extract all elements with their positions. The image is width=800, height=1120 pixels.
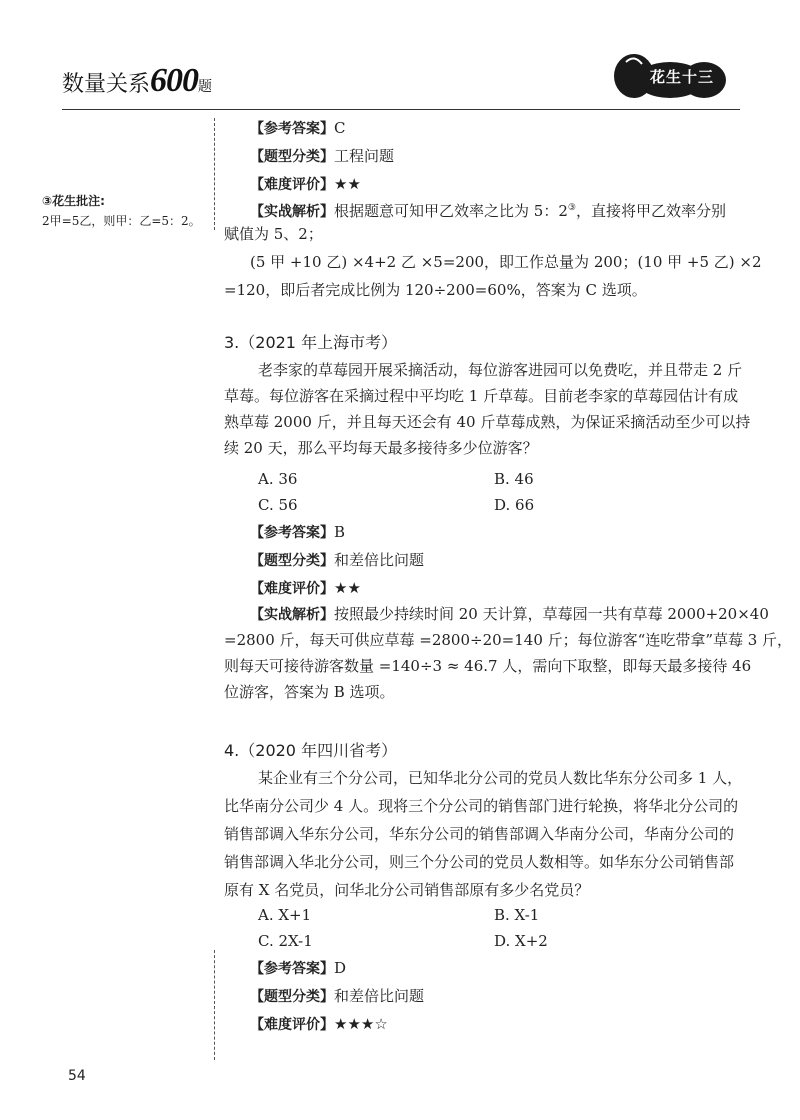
question-stem-line: 某企业有三个分公司，已知华北分公司的党员人数比华东分公司多 1 人，: [258, 769, 743, 787]
brand-logo: [612, 52, 732, 104]
question-stem-line: 销售部调入华东分公司，华东分公司的销售部调入华南分公司，华南分公司的: [224, 825, 735, 843]
header-rule: [62, 109, 740, 110]
type-row: [250, 146, 394, 167]
question-stem-line: 销售部调入华北分公司，则三个分公司的党员人数相等。如华东分公司销售部: [224, 853, 735, 871]
option-b: B. X-1: [494, 906, 540, 924]
type-row: [250, 986, 424, 1007]
option-c: C. 2X-1: [258, 932, 313, 950]
question-stem-line: 原有 X 名党员，问华北分公司销售部原有多少名党员？: [224, 881, 590, 899]
book-title-prefix: 数量关系: [62, 72, 151, 97]
difficulty-label: 【难度评价】: [250, 177, 334, 193]
answer-row: [250, 958, 346, 979]
answer-label: 【参考答案】: [250, 961, 334, 977]
book-title-suffix: 题: [198, 79, 213, 95]
book-title: [62, 62, 212, 100]
answer-label: 【参考答案】: [250, 121, 334, 137]
analysis-line: 赋值为 5、2；: [224, 225, 323, 243]
answer-row: [250, 522, 345, 543]
option-a: A. 36: [258, 470, 298, 488]
analysis-line: 【实战解析】根据题意可知甲乙效率之比为 5：2③，直接将甲乙效率分别: [250, 202, 726, 220]
difficulty-label: 【难度评价】: [250, 581, 334, 597]
analysis-line: =120，即后者完成比例为 120÷200=60%，答案为 C 选项。: [224, 281, 647, 299]
difficulty-stars: ★★: [334, 579, 361, 597]
option-d: D. 66: [494, 496, 535, 514]
difficulty-stars: ★★★☆: [334, 1015, 388, 1033]
logo-text: 花生十三: [650, 68, 715, 86]
type-row: [250, 550, 424, 571]
option-b: B. 46: [494, 470, 534, 488]
analysis-line: 位游客，答案为 B 选项。: [224, 683, 395, 701]
difficulty-stars: ★★: [334, 175, 361, 193]
margin-rule: [214, 118, 215, 230]
option-d: D. X+2: [494, 932, 548, 950]
type-label: 【题型分类】: [250, 989, 334, 1005]
difficulty-row: [250, 578, 361, 599]
answer-value: B: [334, 523, 346, 541]
analysis-label: 【实战解析】: [250, 607, 334, 623]
book-title-number: 600: [150, 62, 199, 99]
answer-label: 【参考答案】: [250, 525, 334, 541]
question-stem-line: 老李家的草莓园开展采摘活动，每位游客进园可以免费吃，并且带走 2 斤: [258, 361, 743, 379]
question-stem-line: 比华南分公司少 4 人。现将三个分公司的销售部门进行轮换，将华北分公司的: [224, 797, 739, 815]
difficulty-row: [250, 174, 361, 195]
side-note-title: ③花生批注:: [42, 194, 105, 208]
difficulty-label: 【难度评价】: [250, 1017, 334, 1033]
difficulty-row: [250, 1014, 388, 1035]
question-stem-line: 续 20 天，那么平均每天最多接待多少位游客？: [224, 439, 538, 457]
option-a: A. X+1: [258, 906, 312, 924]
analysis-line: 【实战解析】按照最少持续时间 20 天计算，草莓园一共有草莓 2000+20×40: [250, 605, 769, 623]
question-stem-line: 熟草莓 2000 斤，并且每天还会有 40 斤草莓成熟，为保证采摘活动至少可以持: [224, 413, 751, 431]
page-number: 54: [68, 1068, 86, 1084]
option-c: C. 56: [258, 496, 298, 514]
analysis-line: 则每天可接待游客数量 =140÷3 ≈ 46.7 人，需向下取整，即每天最多接待 46: [224, 657, 752, 675]
answer-value: C: [334, 119, 346, 137]
question-stem-line: 草莓。每位游客在采摘过程中平均吃 1 斤草莓。目前老李家的草莓园估计有成: [224, 387, 739, 405]
analysis-line: =2800 斤，每天可供应草莓 =2800÷20=140 斤；每位游客“连吃带拿”草莓 3 斤，: [224, 631, 793, 649]
answer-row: [250, 118, 345, 139]
note-ref: ③: [567, 203, 576, 213]
type-value: 工程问题: [334, 147, 395, 165]
margin-rule: [214, 950, 215, 1060]
type-value: 和差倍比问题: [334, 551, 425, 569]
analysis-line: (5 甲 +10 乙) ×4+2 乙 ×5=200，即工作总量为 200；(10 甲 +5 乙) ×2: [250, 253, 762, 271]
analysis-label: 【实战解析】: [250, 204, 334, 220]
question-heading: 3.（2021 年上海市考）: [224, 333, 398, 352]
answer-value: D: [334, 959, 347, 977]
side-note-body: 2甲=5乙，则甲：乙=5：2。: [42, 214, 201, 228]
type-label: 【题型分类】: [250, 553, 334, 569]
type-value: 和差倍比问题: [334, 987, 425, 1005]
question-heading: 4.（2020 年四川省考）: [224, 741, 398, 760]
type-label: 【题型分类】: [250, 149, 334, 165]
